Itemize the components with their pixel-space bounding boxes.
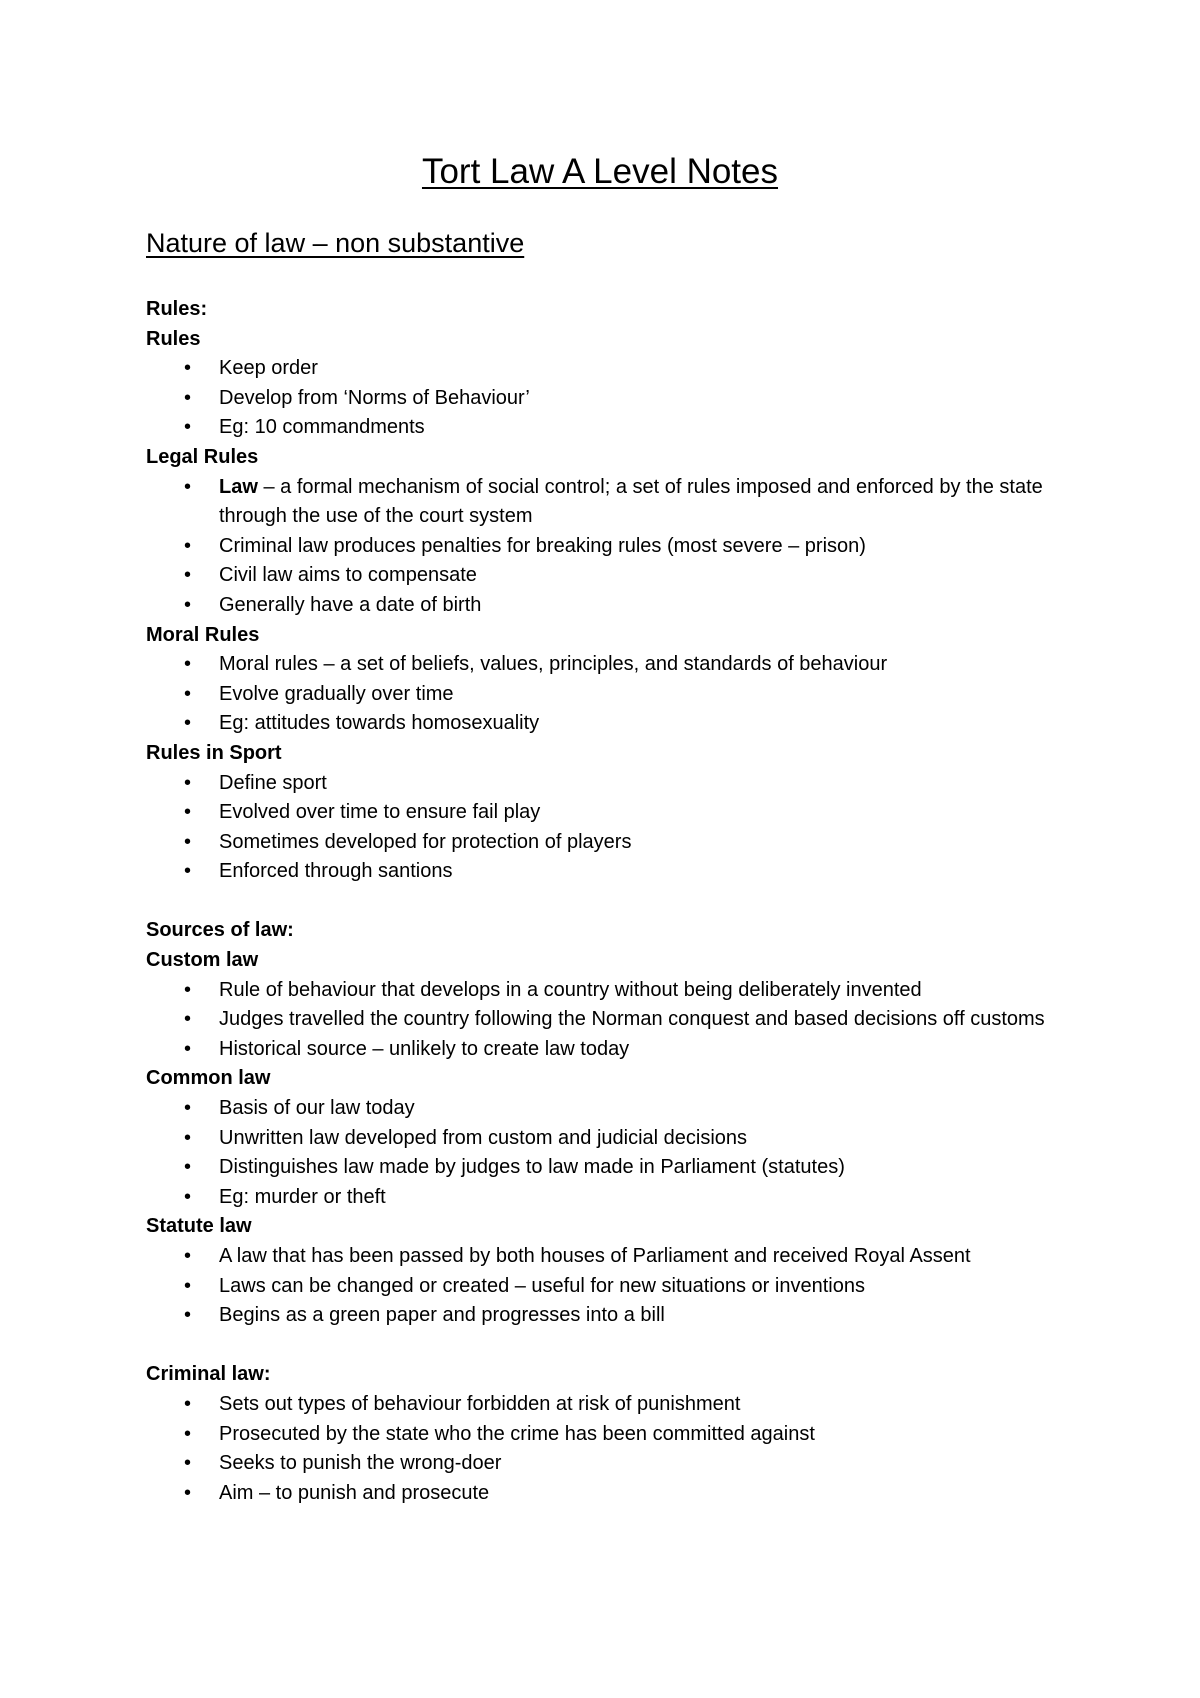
list-item: • Evolved over time to ensure fail play	[146, 798, 1066, 828]
sub-rules-list	[146, 354, 1066, 443]
bullet-icon: •	[184, 534, 192, 557]
list-item: • Basis of our law today	[146, 1094, 1066, 1124]
list-item: • Eg: 10 commandments	[146, 413, 1066, 443]
list-item: • Generally have a date of birth	[146, 591, 1066, 621]
legal-rules-list	[146, 473, 1066, 621]
criminal-law-heading: Criminal law:	[146, 1363, 271, 1386]
common-law-heading: Common law	[146, 1067, 271, 1090]
bullet-icon: •	[184, 830, 192, 853]
list-item: • Judges travelled the country following the Norman conquest and based decisions off customs	[146, 1005, 1066, 1035]
criminal-law-list	[146, 1390, 1066, 1508]
list-item: • Rule of behaviour that develops in a country without being deliberately invented	[146, 976, 1066, 1006]
list-item: • Moral rules – a set of beliefs, values, principles, and standards of behaviour	[146, 650, 1066, 680]
spacer	[146, 1331, 1066, 1361]
bullet-icon: •	[184, 1304, 192, 1327]
list-item: • Criminal law produces penalties for breaking rules (most severe – prison)	[146, 532, 1066, 562]
spacer	[146, 887, 1066, 917]
bullet-icon: •	[184, 564, 192, 587]
statute-law-list	[146, 1242, 1066, 1331]
bullet-icon: •	[184, 1185, 192, 1208]
bullet-icon: •	[184, 1392, 192, 1415]
bullet-icon: •	[184, 386, 192, 409]
list-item: • Develop from ‘Norms of Behaviour’	[146, 384, 1066, 414]
list-item: • Eg: murder or theft	[146, 1183, 1066, 1213]
common-law-list	[146, 1094, 1066, 1212]
list-item: • Laws can be changed or created – useful for new situations or inventions	[146, 1272, 1066, 1302]
bullet-icon: •	[184, 1156, 192, 1179]
list-item: • A law that has been passed by both houses of Parliament and received Royal Assent	[146, 1242, 1066, 1272]
bullet-icon: •	[184, 1481, 192, 1504]
custom-law-heading: Custom law	[146, 949, 259, 972]
statute-law-heading: Statute law	[146, 1215, 252, 1238]
bullet-icon: •	[184, 1245, 192, 1267]
bullet-icon: •	[184, 771, 192, 794]
bullet-icon: •	[184, 475, 192, 498]
document-title: Tort Law A Level Notes	[421, 152, 779, 191]
bullet-icon: •	[184, 682, 192, 705]
bullet-icon: •	[184, 1097, 192, 1120]
rules-in-sport-heading: Rules in Sport	[146, 741, 282, 764]
list-item: • Eg: attitudes towards homosexuality	[146, 709, 1066, 739]
sub-rules-heading: Rules	[146, 327, 201, 350]
list-item: • Aim – to punish and prosecute	[146, 1479, 1066, 1509]
list-item: • Seeks to punish the wrong-doer	[146, 1449, 1066, 1479]
custom-law-list	[146, 976, 1066, 1065]
section-subtitle: Nature of law – non substantive	[146, 228, 525, 258]
law-definition: – a formal mechanism of social control; a set of rules imposed and enforced by the state through the use of the court system	[219, 475, 1043, 528]
bullet-icon: •	[184, 1008, 192, 1031]
bullet-icon: •	[184, 860, 192, 883]
list-item	[146, 473, 1066, 532]
list-item: • Evolve gradually over time	[146, 680, 1066, 710]
legal-rules-heading: Legal Rules	[146, 445, 259, 468]
list-item: • Historical source – unlikely to create law today	[146, 1035, 1066, 1065]
moral-rules-list	[146, 650, 1066, 739]
moral-rules-heading: Moral Rules	[146, 623, 260, 646]
list-item: • Prosecuted by the state who the crime has been committed against	[146, 1420, 1066, 1450]
bullet-icon: •	[184, 653, 192, 676]
list-item: • Define sport	[146, 769, 1066, 799]
list-item: • Distinguishes law made by judges to law made in Parliament (statutes)	[146, 1153, 1066, 1183]
bullet-icon: •	[184, 593, 192, 616]
bullet-icon: •	[184, 1274, 192, 1297]
bullet-icon: •	[184, 1037, 192, 1060]
rules-in-sport-list	[146, 769, 1066, 887]
list-item: • Keep order	[146, 354, 1066, 384]
bullet-icon: •	[184, 712, 192, 735]
bullet-icon: •	[184, 801, 192, 824]
bullet-icon: •	[184, 357, 192, 380]
rules-heading: Rules:	[146, 298, 208, 320]
list-item: • Civil law aims to compensate	[146, 561, 1066, 591]
law-term: Law	[219, 475, 258, 498]
list-item: • Enforced through santions	[146, 857, 1066, 887]
bullet-icon: •	[184, 978, 192, 1001]
notes-content	[146, 295, 1066, 1508]
list-item: • Sets out types of behaviour forbidden at risk of punishment	[146, 1390, 1066, 1420]
sources-heading: Sources of law:	[146, 919, 294, 942]
list-item: • Sometimes developed for protection of players	[146, 828, 1066, 858]
bullet-icon: •	[184, 1422, 192, 1445]
bullet-icon: •	[184, 416, 192, 439]
list-item: • Begins as a green paper and progresses into a bill	[146, 1301, 1066, 1331]
bullet-icon: •	[184, 1126, 192, 1149]
list-item: • Unwritten law developed from custom and judicial decisions	[146, 1124, 1066, 1154]
bullet-icon: •	[184, 1452, 192, 1475]
